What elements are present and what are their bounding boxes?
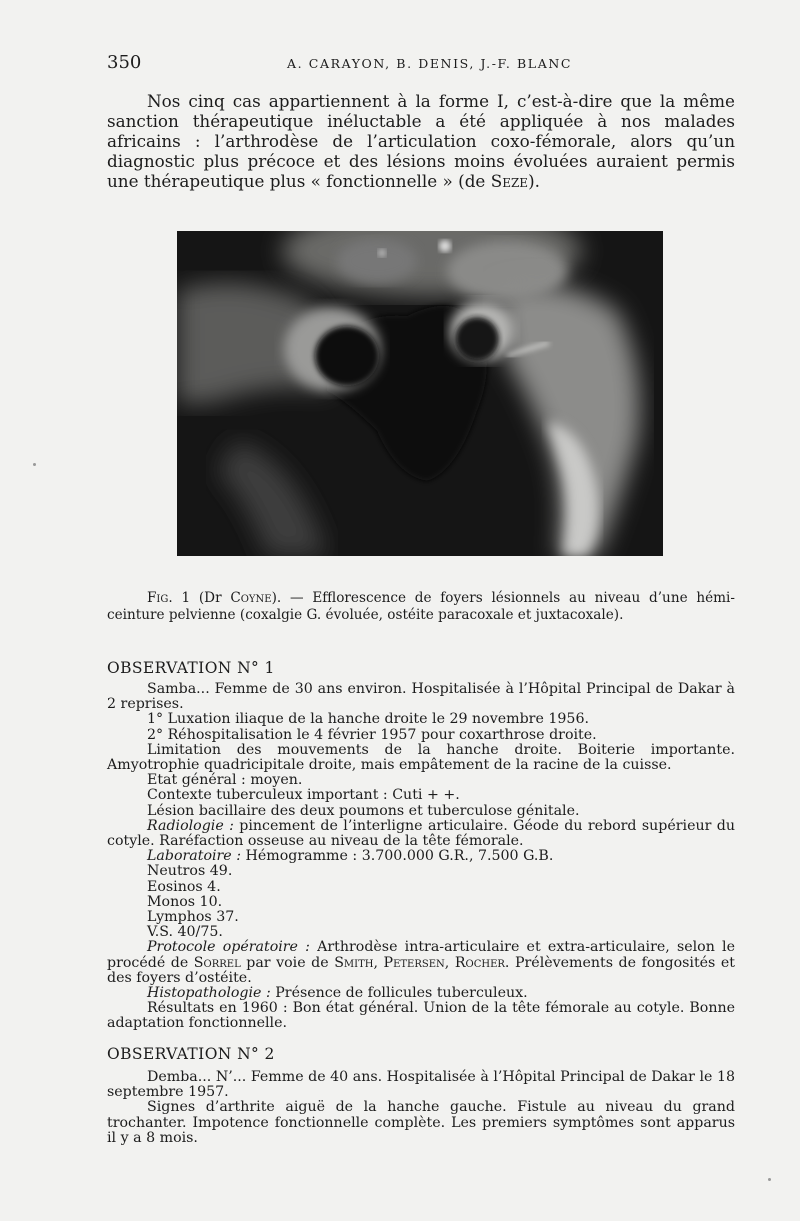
running-head: A. CARAYON, B. DENIS, J.-F. BLANC: [287, 56, 573, 71]
radiologie-text: pincement de l’interligne articulaire. Géode du rebord supérieur du cotyle. Raréfaction osseuse au niveau de la tête fémorale.: [107, 817, 735, 850]
scan-speck: [33, 463, 36, 466]
page-number: 350: [107, 52, 142, 73]
observation-1-body: [107, 682, 735, 1032]
laboratoire-text: Hémogramme : 3.700.000 G.R., 7.500 G.B.: [241, 848, 554, 865]
obs1-resultats: Résultats en 1960 : Bon état général. Union de la tête fémorale au cotyle. Bonne adaptation fonctionnelle.: [107, 1000, 735, 1032]
obs2-signes: Signes d’arthrite aiguë de la hanche gauche. Fistule au niveau du grand trochanter. Impotence fonctionnelle complète. Les premiers symptômes sont apparus il y a 8 mois.: [107, 1099, 735, 1146]
pelvis-xray-image: [177, 231, 663, 556]
lab-value: Lymphos 37.: [147, 909, 239, 926]
lab-value: Eosinos 4.: [147, 878, 221, 895]
caption-text: (Dr: [190, 590, 231, 606]
surgeon-names: Smith, Petersen, Rocher: [334, 954, 505, 971]
intro-text-end: ).: [528, 171, 540, 191]
obs1-laboratoire: [107, 849, 735, 864]
figure-author: Coyne: [230, 590, 272, 606]
histopathologie-label: Histopathologie :: [147, 985, 271, 1002]
protocole-text: . Prélèvements de fongosités et des foyers d’ostéite.: [107, 954, 735, 986]
obs1-histopathologie: [107, 986, 735, 1001]
obs1-protocole: [107, 940, 735, 986]
obs1-lesion: Lésion bacillaire des deux poumons et tuberculose génitale.: [147, 802, 580, 819]
observation-1-heading: OBSERVATION N° 1: [107, 659, 275, 677]
intro-paragraph: [107, 91, 735, 191]
obs1-item-1: 1° Luxation iliaque de la hanche droite le 29 novembre 1956.: [147, 711, 589, 728]
figure-caption: [107, 590, 735, 624]
obs1-etat: Etat général : moyen.: [147, 772, 303, 789]
protocole-label: Protocole opératoire :: [147, 939, 310, 956]
author-name: Seze: [490, 171, 529, 191]
obs1-item-2: 2° Réhospitalisation le 4 février 1957 pour coxarthrose droite.: [147, 726, 597, 743]
observation-2-heading: OBSERVATION N° 2: [107, 1045, 275, 1063]
observation-2-body: [107, 1070, 735, 1146]
surgeon-name: Sorrel: [193, 954, 241, 971]
intro-text: Nos cinq cas appartiennent à la forme I, c’est-à-dire que la même sanction thérapeutique inéluctable a été appliquée à nos malades africains : l’arthrodèse de l’articulation coxo-fémorale, alors qu’un diagnostic plus précoce et des lésions moins évoluées auraient permis une thérapeutique plus « fonctionnelle » (de: [107, 91, 735, 191]
obs1-limitation: Limitation des mouvements de la hanche droite. Boiterie importante. Amyotrophie quadricipitale droite, mais empâtement de la racine de la cuisse.: [107, 741, 735, 774]
obs2-intro: Demba... N’... Femme de 40 ans. Hospitalisée à l’Hôpital Principal de Dakar le 18 septembre 1957.: [107, 1069, 735, 1101]
radiologie-label: Radiologie :: [147, 817, 234, 834]
obs1-contexte: Contexte tuberculeux important : Cuti + +.: [147, 787, 460, 804]
histopathologie-text: Présence de follicules tuberculeux.: [270, 985, 528, 1002]
obs1-radiologie: [107, 819, 735, 849]
lab-value: Monos 10.: [147, 893, 223, 910]
lab-value: V.S. 40/75.: [147, 924, 223, 941]
scan-speck: [768, 1178, 771, 1181]
caption-body: ). — Efflorescence de foyers lésionnels au niveau d’une hémi-ceinture pelvienne (coxalgie G. évoluée, ostéite paracoxale et juxtacoxale).: [107, 590, 735, 623]
obs1-intro: Samba... Femme de 30 ans environ. Hospitalisée à l’Hôpital Principal de Dakar à 2 reprises.: [107, 681, 735, 713]
figure-label: Fig. 1: [147, 590, 191, 606]
laboratoire-label: Laboratoire :: [147, 848, 241, 865]
protocole-text: par voie de: [240, 954, 335, 971]
xray-figure: [177, 231, 663, 556]
protocole-text: Arthrodèse intra-articulaire et extra-articulaire, selon le procédé de: [107, 939, 735, 971]
lab-value: Neutros 49.: [147, 863, 233, 880]
